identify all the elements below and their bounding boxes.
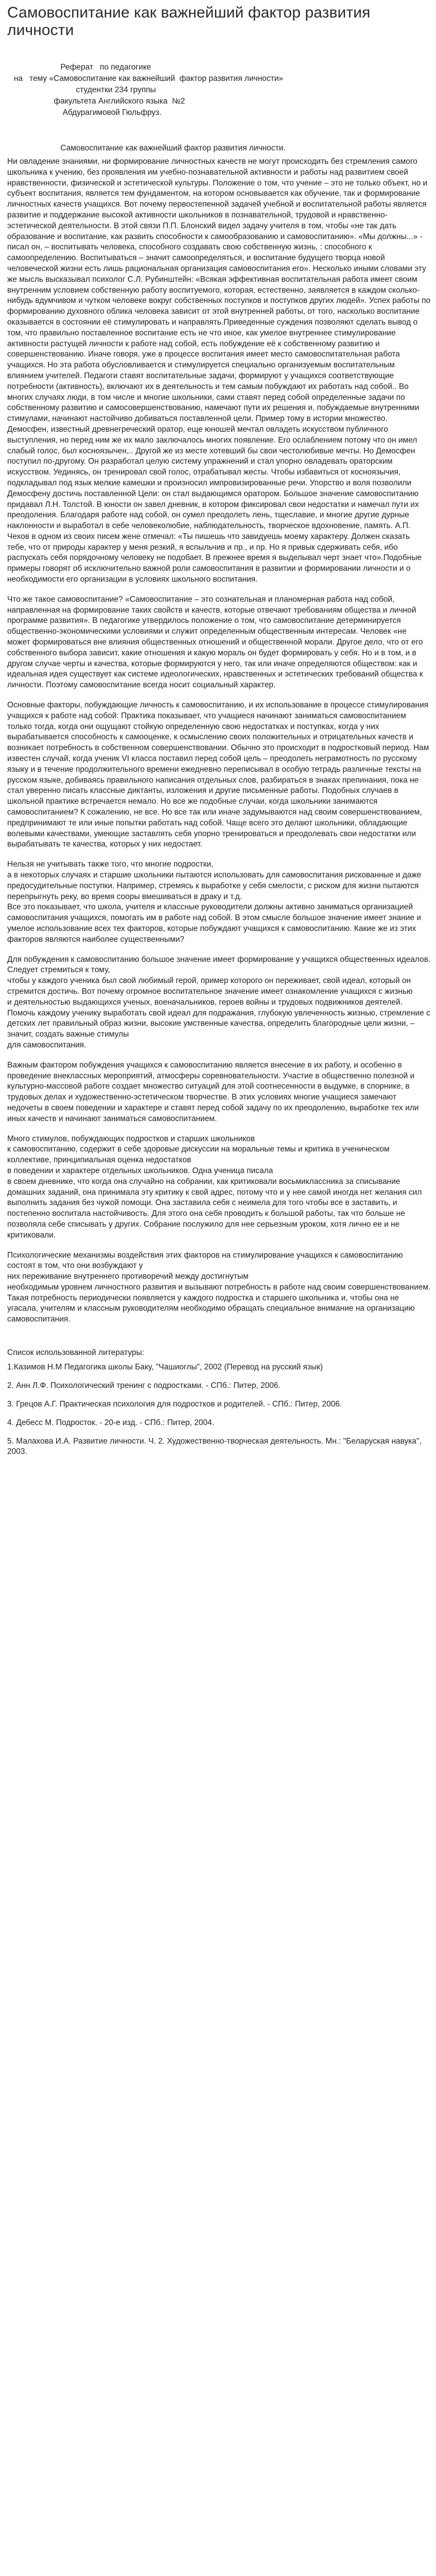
- body-paragraph: Нельзя не учитывать также того, что многие подростки, а в некоторых случаях и старшие школьники пытаются использовать для самовоспитания рискованные и даже предосудительные поступки. Например, стремясь к выработке у себя смелости, с риском для жизни пытаются перепрыгнуть реку, во время сооры вмешиваться в драку и т.д. Все это показывает, что школа, учителя и классные руководители должны активно заниматься организацией самовоспитания учащихся, помогать им в работе над собой. В этом смысле большое значение имеет знание и умелое использование всех тех факторов, которые побуждают учащихся к самовоспитанию. Какие же из этих факторов являются наиболее существенными?: [7, 860, 422, 944]
- reference-item: 2. Анн Л.Ф. Психологический тренинг с подростками. - СПб.: Питер, 2006.: [7, 1381, 281, 1391]
- body-paragraph: Основные факторы, побуждающие личность к самовоспитанию, и их использование в процессе стимулирования учащихся к работе над собой: Практика показывает, что учащиеся начинают заниматься самовоспитанием только тогда, когда они ощущают стойкую определенную свою недостатках и поступках, когда у них вырабатывается способность к самооценке, к осмыслению своих положительных и отрицательных качеств и возникает потребность в собственном совершенствовании. Обычно это происходит в подростковый период. Нам известен случай, когда ученик VI класса поставил перед собой цель – преодолеть неграмотность по русскому языку и в течение продолжительного времени ежедневно переписывал в особую тетрадь различные тексты на русском языке, добиваясь правильного написания отдельных слов, разбираться в знаках препинания, пока не стал уверенно писать классные диктанты, изложения и другие письменные работы. Подобных случаев в школьной практике встречается немало. Но все же подобные случаи, когда школьники занимаются самовоспитанием? К сожалению, не все. Но все так или иначе задумываются над своим совершенствованием, предпринимают те или иные попытки работать над собой. Чаще всего это делают школьники, обладающие волевыми качествами, умеющие заставлять себя упорно тренироваться и преодолевать свои недостатки или вырабатывать те качества, которых у них недостает.: [7, 701, 429, 849]
- title-block: [7, 62, 431, 118]
- reference-item: 1.Казимов Н.М Педагогика школы Баку, "Чашиоглы", 2002 (Перевод на русский язык): [7, 1363, 323, 1372]
- title-line: на тему «Самовоспитание как важнейший фактор развития личности»: [7, 74, 283, 83]
- title-line: факультета Английского языка №2: [7, 97, 185, 106]
- section-heading: Самовоспитание как важнейший фактор развития личности.: [7, 144, 286, 152]
- title-line: студентки 234 группы: [7, 86, 156, 94]
- body-paragraph: Что же такое самовоспитание? «Самовоспитание – это сознательная и планомерная работа над собой, направленная на формирование таких свойств и качеств, которые отвечают требованиям общества и личной программе развития». В педагогике утвердилось положение о том, что самовоспитание детерминируется общественно-экономическими условиями и служит определенным общественным интересам. Человек «не может формироваться вне влияния общественных отношений и общественной морали. Другое дело, что от его собственного выбора зависит, какие отношения и какую мораль он будет формировать у себя. Но и в том, и в другом случае черты и качества, которые формируются у него, так или иначе определяются обществом: как и идеальная идея существует как системе идеологических, нравственных и эстетических требований общества к личности. Поэтому самовоспитание всегда носит социальный характер.: [7, 595, 423, 690]
- reference-item: 4. Дебесс М. Подросток. - 20-е изд. - СПб.: Питер, 2004.: [7, 1418, 215, 1428]
- reference-item: 5. Малахова И.А. Развитие личности. Ч. 2. Художественно-творческая деятельность. Мн.: "Беларуская навука", 2003.: [7, 1437, 422, 1456]
- title-line: Абдурагимовой Гюльфруз.: [7, 108, 162, 117]
- body-paragraph: Много стимулов, побуждающих подростков и старших школьников к самовоспитанию, содержит в себе здоровые дискуссии на моральные темы и критика в ученическом коллективе, принципиальная оценка недостатков в поведении и характере отдельных школьников. Одна ученица писала в своем дневнике, что когда она случайно на собрании, как критиковали восьмиклассника за списывание домашних заданий, она принимала эту критику к свой адрес, потому что и у нее самой иногда нет желания сил выполнить задания без чужой помощи. Она заставила себя с неимела для того чтобы все в заставить, и постепенно воспитала настойчивость. Для этого она себя проводить к большой работы, так что больше не позволяла себе списывать у других. Собрание послужило для нее серьезным уроком, хотя лично ее и не критиковали.: [7, 1134, 422, 1240]
- body-paragraph: Важным фактором побуждения учащихся к самовоспитанию является внесение в их работу, и особенно в проведение внеклассных мероприятий, атмосферы соревновательности. Участие в общественно полезной и культурно-массовой работе создает множество ситуаций для этой соотнесенности в выдумке, в спорнике, в трудовых делах и художественно-эстетическом творчестве. В этих условиях многие учащиеся замечают недочеты в своем поведении и характере и ставят перед собой задачу по их преодолению, выработке тех или иных качеств и начинают заниматься самовоспитанием.: [7, 1060, 419, 1123]
- body-paragraph: Психологические механизмы воздействия этих факторов на стимулирование учащихся к самовоспитанию состоят в том, что они возбуждают у них переживание внутреннего противоречий между достигнутым необходимым уровнем личностного развития и вызывают потребность в работе над своим совершенствованием. Такая потребность периодически появляется у каждого подростка и старшего школьника и, чтобы она не угасала, учителям и классным руководителям необходимо обращать специальное внимание на организацию самовоспитания.: [7, 1250, 431, 1324]
- body-paragraph: Ни овладение знаниями, ни формирование личностных качеств не могут происходить без стремления самого школьника к учению, без проявления им учебно-познавательной активности и работы над развитием своей нравственности, физической и эстетической культуры. Положение о том, что учение – это не только объект, но и субъект воспитания, является тем фундаментом, на котором основывается как обучение, так и формирование личностных качеств учащихся. Вот почему первостепенной задачей учебной и воспитательной работы является развитие и поддержание высокой активности школьников в познавательной, трудовой и нравственно-эстетической деятельности. В этой связи П.П. Блонский видел задачу учителя в том, чтобы «не так дать образование и воспитание, как развить способности к самообразованию и самовоспитанию». «Мы должны...» - писал он, – воспитывать человека, способного создавать свою собственную жизнь, : способного к самоопределению. Воспитываться – значит самоопределяться, и воспитание будущего творца новой человеческой жизни есть лишь рациональная организация самовоспитания его». Несколько иными словами эту же мысль высказывал психолог С.Л. Рубинштейн: «Всякая эффективная воспитательная работа имеет своим внутренним условием собственную работу воспитуемого, которая, естественно, заявляется в каждом сколько-нибудь вдумчивом и чутком человеке вокруг собственных поступков и поступков других людей». Успех работы по формированию духовного облика человека зависит от этой внутренней работы, от того, насколько воспитание оказывается в состоянии её стимулировать и направлять.Приведенные суждения позволяют сделать вывод о том, что правильно поставленное воспитание есть не что иное, как умелое внутреннее стимулирование активности растущей личности к работе над собой, есть побуждение её к собственному развитию и совершенствованию. Иначе говоря, уже в процессе воспитания имеет место самовоспитательная работа учащихся. Но эта работа обусловливается и стимулируется специально организуемым воспитательным влиянием учителей. Педагоги ставят воспитательные задачи, формируют у учащихся соответствующие потребности (активность), включают их в деятельность и тем самым побуждают их работать над собой.. Во многих случаях люди, в том числе и многие школьники, сами ставят перед собой определенные задачи по собственному развитию и самосовершенствованию, намечают пути их решения и, побуждаемые внутренними стимулами, начинают настойчиво добиваться поставленной цели. Пример тому в истории множество. Демосфен, известный древнегреческий оратор, еще юношей мечтал овладеть искусством публичного выступления, но перед ним же их мало заключалось многих появление. Его ослаблением потому что он имел слабый голос, был косноязычен,.. Другой же из месте хотевший бы свои честолюбивые мечты. Но Демосфен поступил по-другому. Он разработал целую систему упражнений и стал упорно овладевать ораторским искусством. Уединясь, он тренировал свой голос, отрабатывал жесты. Чтобы избавиться от косноязычия, подкладывал под язык мелкие камешки и произносил импровизированные речи. Упорство и воля позволили Демосфену достичь поставленной Цели: он стал выдающимся оратором. Большое значение самовоспитанию придавал Л.Н. Толстой. В юности он завел дневник, в котором фиксировал свои недостатки и намечал пути их преодоления. Благодаря работе над собой, он сумел преодолеть лень, тщеславие, и многие другие дурные наклонности и выработал в себе человеколюбие, наблюдательность, творческое вдохновение, память. А.П. Чехов в одном из своих писем жене отмечал: «Ты пишешь что завидуешь моему характеру. Должен сказать тебе, что от природы характер у меня резкий, я вспыльчив и пр., и пр. Но я привык сдерживать себя, ибо распускать себя порядочному человеку не подобает. В прежнее время я выделывал черт знает что».Подобные примеры говорят об исключительно важной роли самовоспитания в развитии и формировании личности и о необходимости его организации в условиях школьного воспитания.: [7, 157, 431, 584]
- reference-item: 3. Грецов А.Г. Практическая психология для подростков и родителей. - СПб.: Питер, 2006.: [7, 1400, 342, 1409]
- document-title: Самовоспитание как важнейший фактор развития личности: [7, 4, 371, 39]
- title-line: Реферат по педагогике: [7, 63, 151, 72]
- references-heading: Список использованной литературы:: [7, 1348, 145, 1358]
- body-paragraph: Для побуждения к самовоспитанию большое значение имеет формирование у учащихся общественных идеалов. Следует стремиться к тому, чтобы у каждого ученика был свой любимый герой, пример которого он переживает, свой идеал, который он стремится достичь. Вот почему огромное воспитательное значение имеет ознакомление учащихся с жизнью и деятельностью выдающихся ученых, военачальников, героев войны и трудовых подвижников деятелей. Помочь каждому ученику выработать свой идеал для подражания, глубокую увлеченность жизнью, стремление с детских лет правильный образ жизни, высокие умственные качества, определить благородные цели жизни, – значит, создать важные стимулы для самовоспитания.: [7, 955, 431, 1049]
